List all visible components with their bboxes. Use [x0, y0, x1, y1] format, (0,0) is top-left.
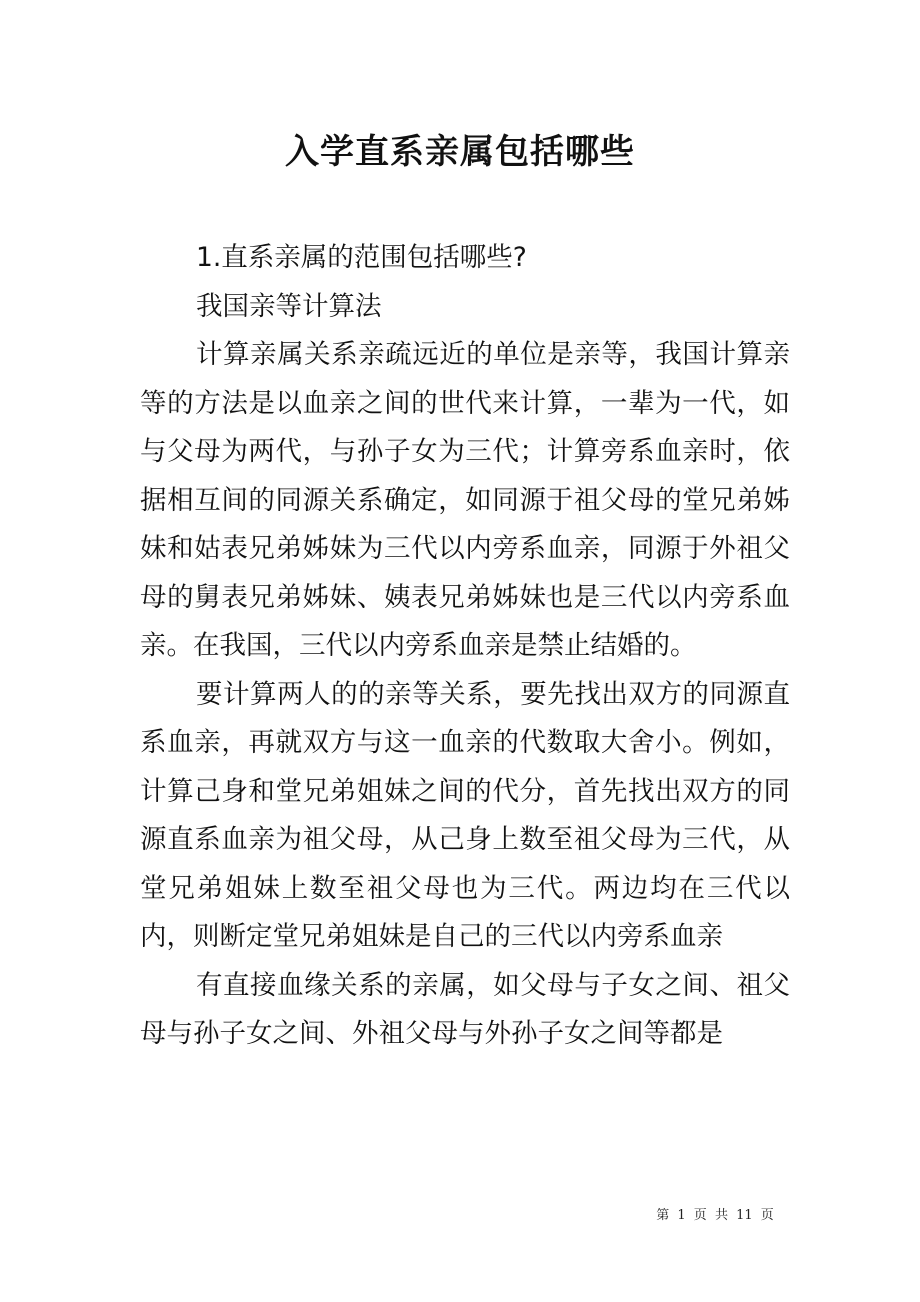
footer-page-number: 1	[677, 1208, 686, 1223]
paragraph-text: 有直接血缘关系的亲属，如父母与子女之间、祖父母与孙子女之间、外祖父母与外孙子女之间等都是	[140, 969, 790, 1049]
document-body	[140, 234, 790, 1059]
paragraph-text: 计算亲属关系亲疏远近的单位是亲等，我国计算亲等的方法是以血亲之间的世代来计算，一辈为一代，如与父母为两代，与孙子女为三代；计算旁系血亲时，依据相互间的同源关系确定，如同源于祖父母的堂兄弟姊妹和姑表兄弟姊妹为三代以内旁系血亲，同源于外祖父母的舅表兄弟姊妹、姨表兄弟姊妹也是三代以内旁系血亲。在我国，三代以内旁系血亲是禁止结婚的。	[140, 339, 790, 661]
document-title: 入学直系亲属包括哪些	[285, 132, 635, 172]
footer-page-prefix: 第	[656, 1208, 670, 1223]
footer-total-prefix: 共	[714, 1208, 728, 1223]
footer-page-word: 页	[693, 1208, 707, 1223]
footer-total-pages: 11	[736, 1208, 753, 1223]
paragraph-subheading: 我国亲等计算法	[196, 290, 382, 322]
footer-total-suffix: 页	[760, 1208, 774, 1223]
page-number-footer	[640, 1207, 790, 1225]
paragraph-heading: 1.直系亲属的范围包括哪些?	[196, 242, 527, 273]
paragraph-text: 要计算两人的的亲等关系，要先找出双方的同源直系血亲，再就双方与这一血亲的代数取大舍小。例如，计算己身和堂兄弟姐妹之间的代分，首先找出双方的同源直系血亲为祖父母，从己身上数至祖父母为三代，从堂兄弟姐妹上数至祖父母也为三代。两边均在三代以内，则断定堂兄弟姐妹是自己的三代以内旁系血亲	[140, 678, 790, 952]
